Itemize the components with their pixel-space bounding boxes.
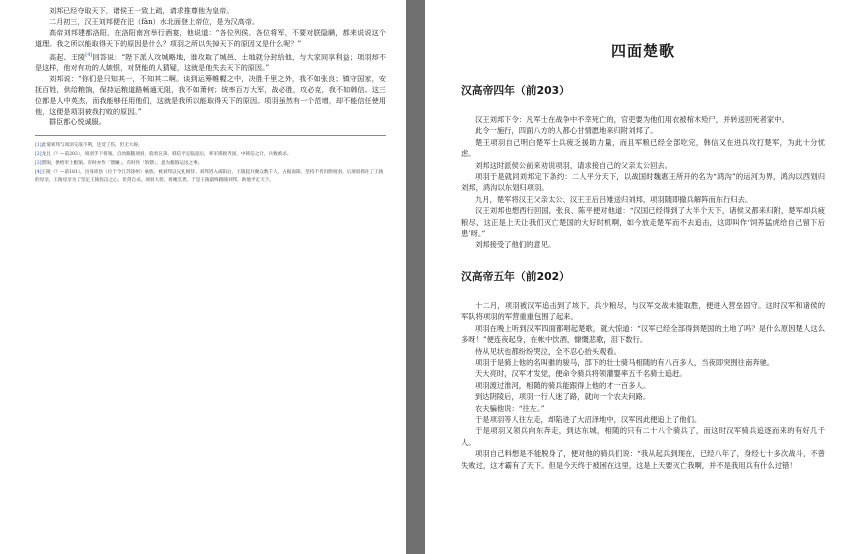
paragraph: 项羽于是就同刘邦定下条约：二人平分天下，以战国时魏惠王所开的名为“鸿沟”的运河为界，鸿沟以西划归刘邦，鸿沟以东划归项羽。 xyxy=(461,172,825,193)
paragraph: 高帝刘邦建都洛阳，在洛阳南宫举行酒宴，他说道：“各位列侯、各位将军，不要对朕隐瞒，都来说说这个道理。我之所以能取得天下的原因是什么？项羽之所以失掉天下的原因又是什么呢？” xyxy=(35,27,386,48)
paragraph: 于是项羽又领兵向东奔走，到达东城，相随的只有二十八个骑兵了，而这时汉军骑兵追逐而来的有好几千人。 xyxy=(461,426,825,447)
footnote-ref[interactable]: [2] xyxy=(35,152,42,158)
paragraph: 汉王刘邦下令：凡军士在战争中不幸死亡的，官吏要为他们用衣被棺木殓尸，并转送回死者家中。 xyxy=(475,115,789,124)
footnote-ref[interactable]: [4] xyxy=(35,169,42,175)
section-heading: 汉高帝五年（前202） xyxy=(461,269,570,283)
footnote-divider xyxy=(35,135,386,136)
footnote xyxy=(35,160,386,168)
paragraph-text: 回答说：“陛下派人攻城略地，谁攻取了城邑、土地就分封给他，与大家同享利益；项羽却不是这样，他对有功的人嫉恨，对贤能的人猜疑，这就是他失去天下的原因。” xyxy=(35,51,387,72)
footnote-ref[interactable]: [3] xyxy=(35,160,42,166)
speaker-names: 高起、王陵 xyxy=(49,51,86,61)
section-heading: 汉高帝四年（前203） xyxy=(461,84,570,97)
footnote-text: 龙且（？—前203），项羽手下将领。自幼跟随项羽，骁勇兄弟。韩信平定临淄后，率军援救齐国，中韩信之计，兵败被杀。 xyxy=(41,152,292,158)
footnote xyxy=(35,169,386,185)
section-gap xyxy=(461,251,825,269)
footnote-ref-4[interactable]: [4] xyxy=(85,51,93,58)
paragraph-with-note xyxy=(35,50,386,74)
paragraph: 刘邦这时派侯公前来劝说项羽，请求接自己的父亲太公回去。 xyxy=(475,160,673,170)
paragraph: 刘邦已经夺取天下，诸侯王一致上疏，请求推尊他为皇帝。 xyxy=(49,6,234,15)
paragraph: 群臣都心悦诚服。 xyxy=(49,117,106,127)
chapter-title: 四面楚歌 xyxy=(610,42,675,60)
paragraph: 项羽在晚上听到汉军四面都唱起楚歌，就大惊道：“汉军已经全部得到楚国的土地了吗？是什么原因楚人这么多呀！”便连夜起身，在帐中饮酒，慷慨悲歌，泪下数行。 xyxy=(461,323,825,345)
footnote-ref[interactable]: [1] xyxy=(35,143,42,149)
footnote-text: 馈饷，供给军士粮饷。有时亦作「馈饟」，有时作「饷馈」，意为粮饷运送之事。 xyxy=(41,160,203,166)
paragraph: 项羽于是骑上他的名叫骓的骏马，部下的壮士骑马相随的有八百多人，当夜即突围往南奔驰。 xyxy=(475,357,775,367)
paragraph: 项羽渡过淮河，相随的骑兵能跟得上他的才一百多人。 xyxy=(475,380,651,390)
footnote-text: 此谓刘邦与项羽交战不利，还受了伤，但无大碍。 xyxy=(41,143,143,149)
right-page xyxy=(425,0,845,554)
paragraph: 楚王项羽自己明白楚军士兵疲乏援助力量，而且军粮已经全部吃完，韩信又在进兵攻打楚军，为此十分忧虑。 xyxy=(461,137,825,159)
paragraph: 于是项羽等人往左走，却陷进了大沼泽地中，汉军因此便追上了他们。 xyxy=(475,414,702,424)
paragraph: 二月初三，汉王刘邦便在汜（fàn）水北面登上帝位，是为汉高帝。 xyxy=(49,16,260,26)
paragraph: 项羽自己料想是不能脱身了，便对他的骑兵们说：“我从起兵到现在，已经八年了，身经七十多次战斗，不曾失败过，这才霸有了天下。但是今天终于被困在这里，这是上天要灭亡我啊，并不是我用兵有什么过错！ xyxy=(461,449,825,470)
paragraph: 侍从见状也都纷纷哭泣，全不忍心抬头观看。 xyxy=(475,346,621,356)
paragraph: 到达阴陵后，项羽一行人迷了路，就向一个农夫问路。 xyxy=(475,392,651,402)
footnote xyxy=(35,142,386,150)
paragraph: 天大亮时，汉军才发觉，便命令骑兵将领灌婴率五千名骑士追赶。 xyxy=(475,369,687,379)
paragraph: 刘邦说：“你们是只知其一，不知其二啊。谈到运筹帷幄之中，决胜千里之外，我不如张良；镇守国家，安抚百姓，供给粮饷，保持运粮道路畅通无阻，我不如萧何；统率百万大军，战必胜，攻必克，我不如韩信。这三位都是人中英杰，而我能够任用他们，这就是我所以能取得天下的原因。项羽虽然有一个范增，却不能信任使用他，这便是项羽被我打败的原因。” xyxy=(35,73,386,116)
paragraph: 十二月，项羽被汉军追击到了垓下，兵少粮尽，与汉军交战未能取胜，便进入营垒固守。这时汉军和诸侯的军队将项羽的军营重重包围了起来。 xyxy=(461,300,825,322)
left-page xyxy=(0,0,406,554)
footnotes xyxy=(35,142,386,184)
footnote-text: 王陵（？—前181），出身沛县（位于今江苏徐州）豪族，被刘邦以兄礼相待。刘邦进入咸阳后，王陵起兵聚众数千人，占据南阳，坚持不肯归附项羽。后项羽抓住了王陵的母亲，王陵母亲为了坚定王陵投汉之心，伏剑自杀。项羽大怒，将她烹煮。于是王陵最终跟随刘邦，助他平定天下。 xyxy=(35,169,384,183)
paragraph: 九月，楚军将汉王父亲太公、汉王王后吕雉送归刘邦，项羽随即撤兵解阵而东行归去。 xyxy=(475,194,753,204)
footnote xyxy=(35,151,386,159)
paragraph: 刘邦接受了他们的意见。 xyxy=(475,240,556,250)
paragraph: 此令一施行，四面八方的人都心甘情愿地来归附刘邦了。 xyxy=(475,126,658,136)
paragraph: 汉王刘邦也想西行回国，张良、陈平便对他道：“汉国已经得到了大半个天下，诸侯又都来归附，楚军却兵疲粮尽，这正是上天让我们灭亡楚国的大好时机啊，如今放走楚军而不去追击，这即叫作‘饲养猛虎给自己留下后患’呀。” xyxy=(461,206,825,239)
paragraph: 农夫骗他说：“往左。” xyxy=(475,403,545,413)
